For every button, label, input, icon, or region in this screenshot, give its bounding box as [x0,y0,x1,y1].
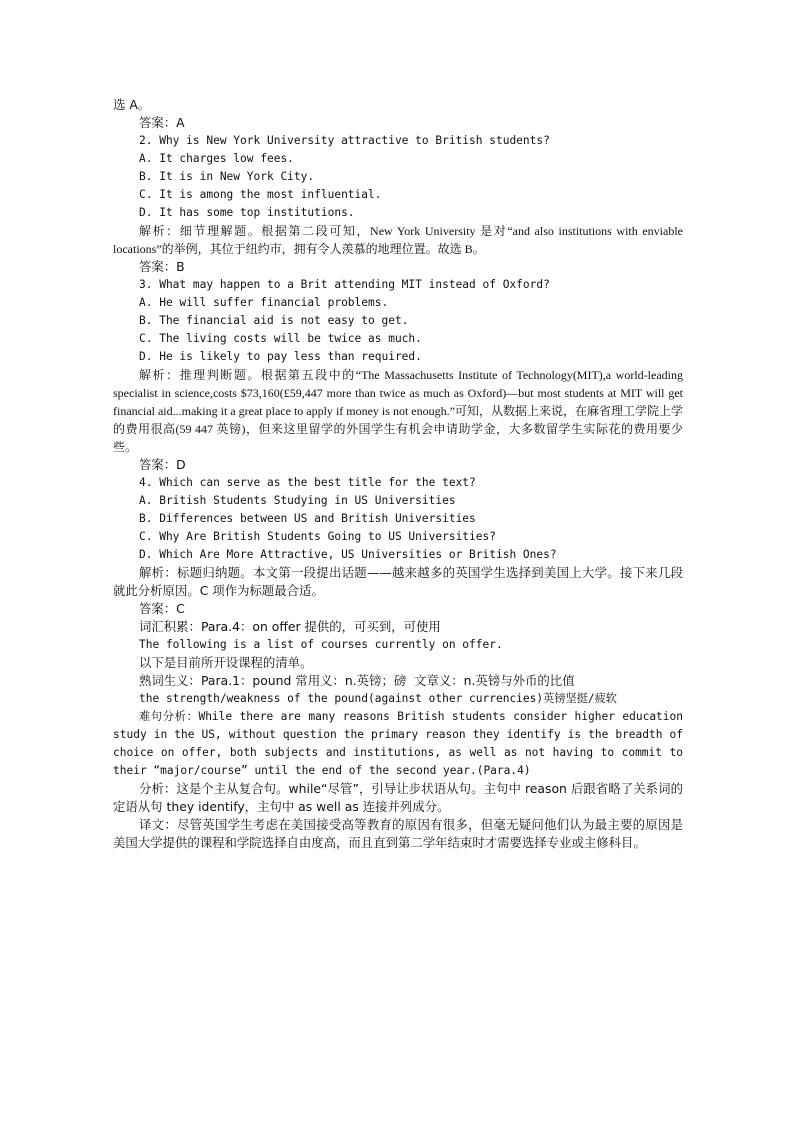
question-2-stem: 2. Why is New York University attractive to British students? [139,134,550,147]
vocabulary-example: The following is a list of courses currently on offer. [139,638,503,651]
question-3-answer: 答案：D [139,457,186,472]
question-3-option-c: C. The living costs will be twice as much. [139,332,422,345]
question-4-option-c: C. Why Are British Students Going to US Universities? [139,530,496,543]
grammar-analysis: 分析：这是个主从复合句。while“尽管”，引导让步状语从句。主句中 reason 后跟省略了关系词的定语从句 they identify，主句中 as well as 连接并列成分。 [113,781,683,814]
translation-paragraph: 译文：尽管英国学生考虑在美国接受高等教育的原因有很多，但毫无疑问他们认为最主要的原因是美国大学提供的课程和学院选择自由度高，而且直到第二学年结束时才需要选择专业或主修科目。 [113,817,683,850]
word-meaning-note: 熟词生义：Para.1：pound 常用义：n.英镑；磅 文章义：n.英镑与外币的比值 [139,673,575,688]
question-2-option-a: A. It charges low fees. [139,152,294,165]
question-2-analysis: 解析：细节理解题。根据第二段可知，New York University 是对“and also institutions with enviable locations”的举例，其位于纽约市，拥有令人羡慕的地理位置。故选 B。 [113,224,686,256]
question-3-option-a: A. He will suffer financial problems. [139,296,389,309]
question-4-option-d: D. Which Are More Attractive, US Universities or British Ones? [139,548,557,561]
question-4-analysis: 解析：标题归纳题。本文第一段提出话题——越来越多的英国学生选择到美国上大学。接下来几段就此分析原因。C 项作为标题最合适。 [113,565,683,598]
question-4-option-a: A. British Students Studying in US Universities [139,494,456,507]
question-2-option-c: C. It is among the most influential. [139,188,382,201]
question-3-option-b: B. The financial aid is not easy to get. [139,314,409,327]
answer-line: 答案：A [139,115,185,130]
question-2-option-b: B. It is in New York City. [139,170,315,183]
difficult-sentence-analysis: 难句分析：While there are many reasons British students consider higher education study in the US, without question the primary reason they identify is the breadth of choice on offer, both subjects and institutions, as well as not having to commit to their “major/course” until the end of the second year.(Para.4) [113,710,690,777]
paragraph-line: 选 A。 [113,97,151,112]
question-3-stem: 3. What may happen to a Brit attending MIT instead of Oxford? [139,278,550,291]
question-2-option-d: D. It has some top institutions. [139,206,355,219]
question-4-answer: 答案：C [139,601,185,616]
document-page [113,96,690,852]
question-4-stem: 4. Which can serve as the best title for the text? [139,476,476,489]
vocabulary-note: 词汇积累：Para.4：on offer 提供的，可买到，可使用 [139,619,441,634]
question-2-answer: 答案：B [139,259,185,274]
question-3-analysis: 解析：推理判断题。根据第五段中的“The Massachusetts Institute of Technology(MIT),a world-leading specialist in science,costs $73,160(£59,447 more than twice as much as Oxford)—but most students at MIT will get financial aid...making it a great place to apply if money is not enough.”可知，从数据上来说，在麻省理工学院上学的费用很高(59 447 英镑)，但来这里留学的外国学生有机会申请助学金，大多数留学生实际花的费用要少些。 [113,368,686,454]
question-3-option-d: D. He is likely to pay less than required. [139,350,422,363]
word-meaning-example: the strength/weakness of the pound(against other currencies)英镑坚挺/疲软 [139,692,617,705]
question-4-option-b: B. Differences between US and British Universities [139,512,476,525]
vocabulary-translation: 以下是目前所开设课程的清单。 [139,655,313,670]
